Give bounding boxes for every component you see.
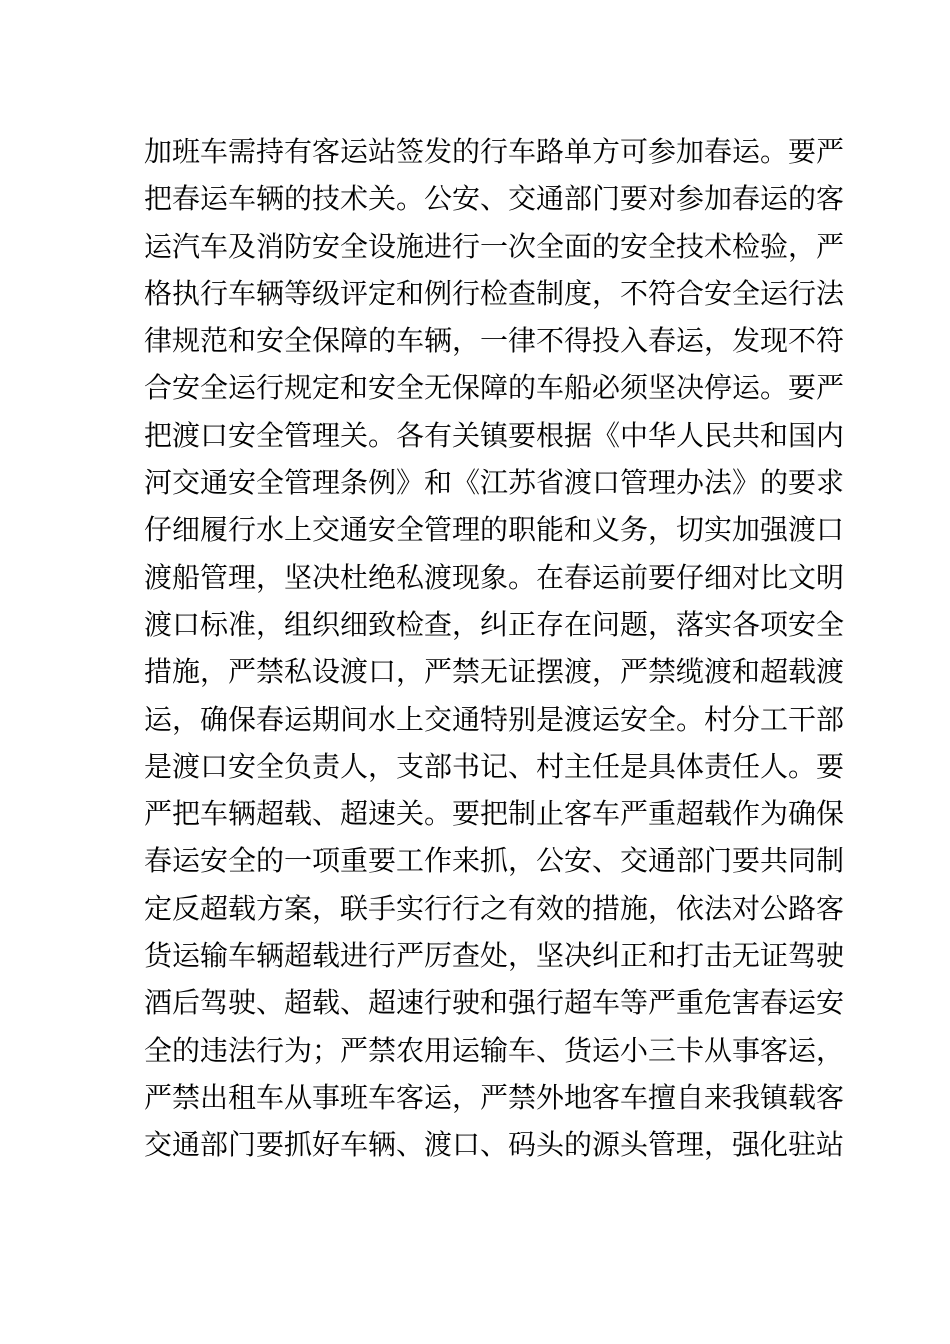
text-line-8: 河交通安全管理条例》和《江苏省渡口管理办法》的要求	[144, 466, 845, 500]
text-line-9: 仔细履行水上交通安全管理的职能和义务，切实加强渡口	[144, 513, 845, 547]
text-line-7: 把渡口安全管理关。各有关镇要根据《中华人民共和国内	[144, 418, 845, 452]
text-line-18: 货运输车辆超载进行严厉查处，坚决纠正和打击无证驾驶	[144, 939, 845, 973]
text-line-13: 运，确保春运期间水上交通特别是渡运安全。村分工干部	[144, 702, 845, 736]
text-line-20: 全的违法行为；严禁农用运输车、货运小三卡从事客运，	[144, 1033, 845, 1067]
text-line-2: 把春运车辆的技术关。公安、交通部门要对参加春运的客	[144, 182, 845, 216]
text-line-15: 严把车辆超载、超速关。要把制止客车严重超载作为确保	[144, 797, 845, 831]
body-text	[144, 128, 845, 1169]
text-line-14: 是渡口安全负责人，支部书记、村主任是具体责任人。要	[144, 749, 845, 783]
text-line-10: 渡船管理，坚决杜绝私渡现象。在春运前要仔细对比文明	[144, 560, 845, 594]
text-line-4: 格执行车辆等级评定和例行检查制度，不符合安全运行法	[144, 276, 845, 310]
text-line-21: 严禁出租车从事班车客运，严禁外地客车擅自来我镇载客	[144, 1080, 845, 1114]
text-line-12: 措施，严禁私设渡口，严禁无证摆渡，严禁缆渡和超载渡	[144, 655, 845, 689]
text-line-19: 酒后驾驶、超载、超速行驶和强行超车等严重危害春运安	[144, 986, 845, 1020]
text-line-11: 渡口标准，组织细致检查，纠正存在问题，落实各项安全	[144, 607, 845, 641]
text-line-17: 定反超载方案，联手实行行之有效的措施，依法对公路客	[144, 891, 845, 925]
text-line-5: 律规范和安全保障的车辆，一律不得投入春运，发现不符	[144, 324, 845, 358]
text-line-22: 交通部门要抓好车辆、渡口、码头的源头管理，强化驻站	[144, 1128, 845, 1162]
text-line-6: 合安全运行规定和安全无保障的车船必须坚决停运。要严	[144, 371, 845, 405]
text-line-3: 运汽车及消防安全设施进行一次全面的安全技术检验，严	[144, 229, 845, 263]
text-line-16: 春运安全的一项重要工作来抓，公安、交通部门要共同制	[144, 844, 845, 878]
text-line-1: 加班车需持有客运站签发的行车路单方可参加春运。要严	[144, 135, 845, 168]
